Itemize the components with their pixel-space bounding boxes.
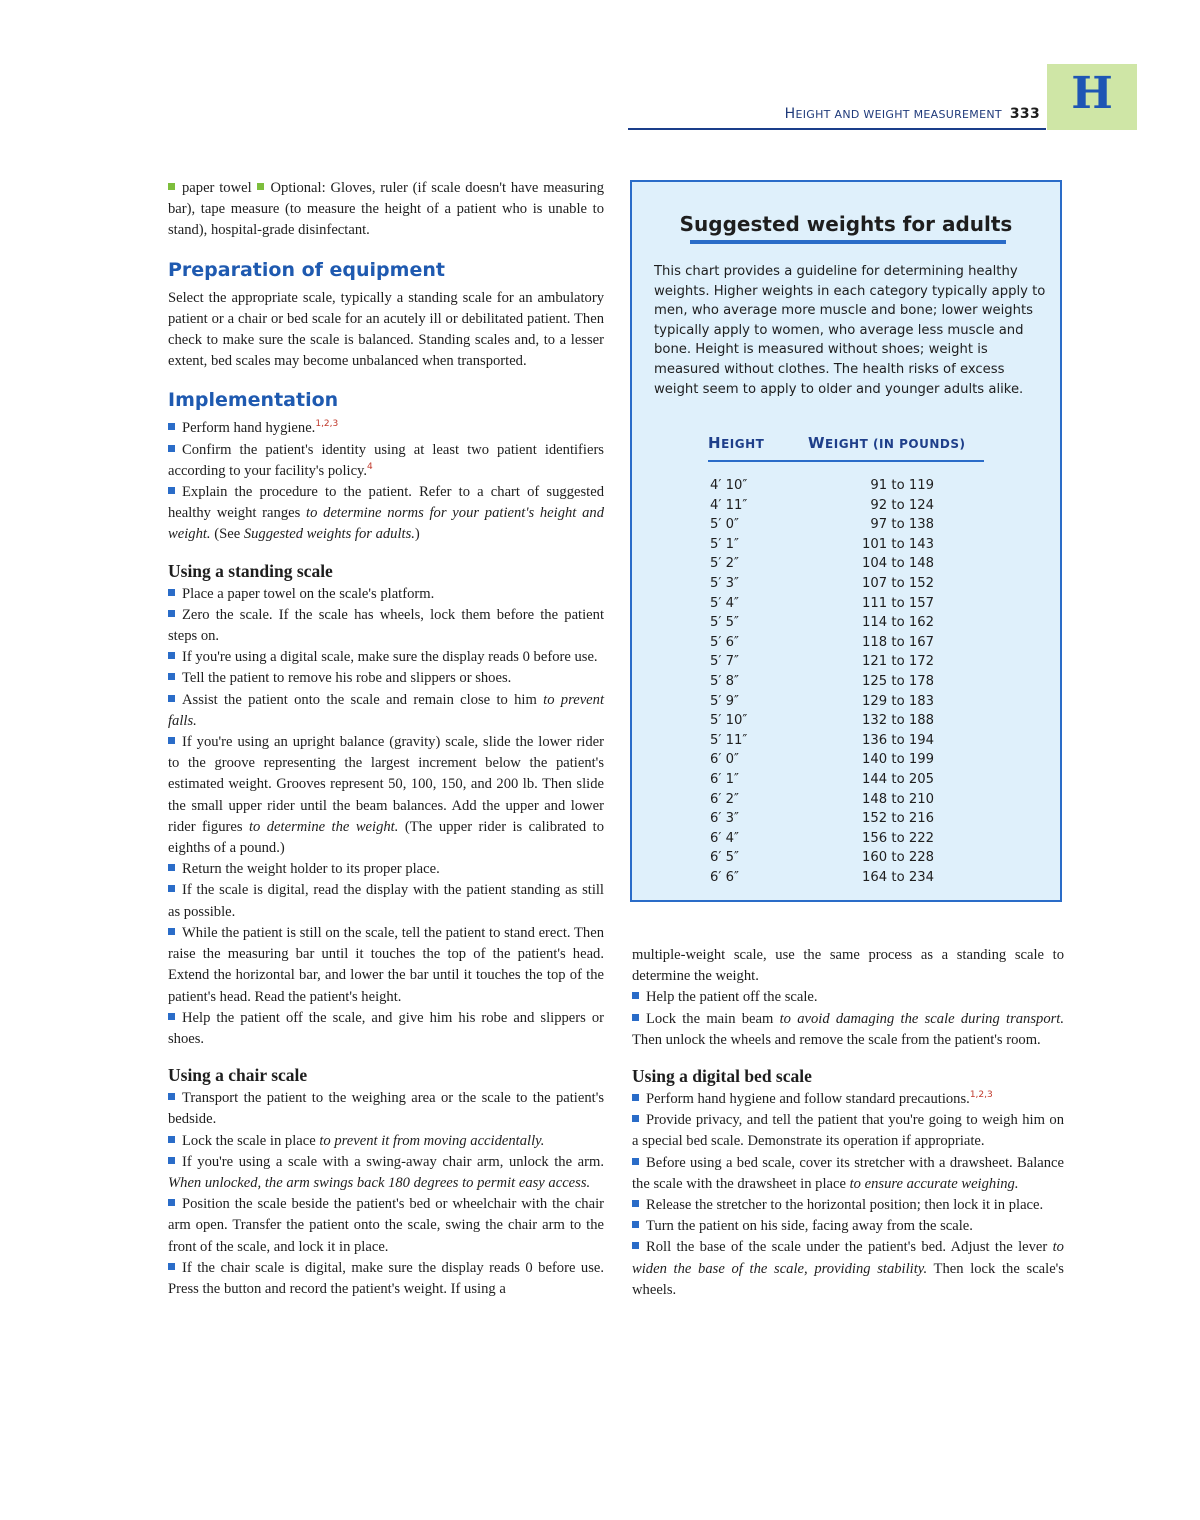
table-row: 5′ 8″ 125 to 178 [710, 673, 934, 689]
table-header [708, 434, 984, 462]
table-row: 6′ 3″ 152 to 216 [710, 811, 934, 827]
list-item: Tell the patient to remove his robe and slippers or shoes. [168, 668, 604, 689]
table-row: 6′ 6″ 164 to 234 [710, 869, 934, 885]
list-item: Roll the base of the scale under the patient's bed. Adjust the lever to widen the base of the scale, providing stability. Then lock the scale's wheels. [632, 1239, 1064, 1298]
table-row: 5′ 9″ 129 to 183 [710, 693, 934, 709]
bullet-icon [168, 928, 175, 935]
list-item: Confirm the patient's identity using at least two patient identifiers according to your facility's policy.$^4$ [168, 441, 604, 479]
bullet-icon [168, 589, 175, 596]
supplies-paragraph: paper towel Optional: Gloves, ruler (if scale doesn't have measuring bar), tape measure (to measure the height of a patient who is unable to stand), hospital-grade disinfectant. [168, 180, 605, 239]
table-row: 4′ 10″ 91 to 119 [710, 478, 934, 493]
box-title-rule [690, 240, 1006, 244]
list-item: Release the stretcher to the horizontal position; then lock it in place. [632, 1195, 1064, 1216]
bullet-icon [168, 1157, 175, 1164]
section-tab [1047, 64, 1137, 130]
table-row: 5′ 7″ 121 to 172 [710, 654, 934, 670]
list-item: Lock the main beam to avoid damaging the scale during transport. Then unlock the wheels and remove the scale from the patient's room. [632, 1010, 1065, 1048]
reference-superscript: 4 [367, 461, 373, 472]
bullet-icon [168, 423, 175, 430]
continuation-text: multiple-weight scale, use the same process as a standing scale to determine the weight. [632, 947, 1064, 985]
suggested-weights-box [630, 180, 1062, 902]
table-row: 5′ 5″ 114 to 162 [710, 615, 934, 631]
bullet-icon [168, 1136, 175, 1143]
list-item: Transport the patient to the weighing area or the scale to the patient's bedside. [168, 1090, 604, 1128]
bullet-icon [168, 1093, 175, 1100]
table-row: 6′ 5″ 160 to 228 [710, 850, 934, 866]
list-item: If the scale is digital, read the display with the patient standing as still as possible. [168, 882, 604, 920]
column-header-height: HEIGHT [708, 434, 765, 452]
list-item: While the patient is still on the scale, tell the patient to stand erect. Then raise the measuring bar until it touches the top of the patient's head. Extend the horizontal bar, and lower the bar until it touches the top of the patient's head. Read the patient's height. [168, 924, 604, 1005]
table-row: 5′ 4″ 111 to 157 [710, 595, 934, 611]
bullet-icon [168, 1013, 175, 1020]
list-item: Assist the patient onto the scale and remain close to him to prevent falls. [168, 691, 605, 729]
column-header-weight: WEIGHT (IN POUNDS) [808, 434, 966, 452]
bullet-icon [632, 1158, 639, 1165]
table-row: 5′ 6″ 118 to 167 [710, 634, 934, 650]
table-row: 5′ 1″ 101 to 143 [710, 536, 934, 552]
running-head [640, 106, 1040, 122]
list-item: Provide privacy, and tell the patient that you're going to weigh him on a special bed scale. Demonstrate its operation if appropriate. [632, 1112, 1064, 1150]
table-row: 6′ 4″ 156 to 222 [710, 830, 934, 846]
running-head-title: EIGHT AND WEIGHT MEASUREMENT [795, 108, 1002, 121]
list-item: If you're using an upright balance (gravity) scale, slide the lower rider to the groove representing the largest increment below the patient's estimated weight. Grooves represent 50, 100, 150, and 200 lb. Then slide the small upper rider until the beam balances. Add the upper and lower rider figures to determine the weight. (The upper rider is calibrated to eighths of a pound.) [168, 734, 604, 857]
section-tab-letter: H [1071, 68, 1113, 119]
list-item: If you're using a scale with a swing-away chair arm, unlock the arm. When unlocked, the arm swings back 180 degrees to permit easy access. [168, 1153, 604, 1191]
standing-scale-heading: Using a standing scale [168, 560, 333, 581]
list-item: Help the patient off the scale, and give him his robe and slippers or shoes. [168, 1009, 604, 1047]
page-number: 333 [1009, 106, 1040, 122]
green-square-bullet-icon [257, 183, 264, 190]
table-row: 6′ 2″ 148 to 210 [710, 791, 934, 807]
list-item: Explain the procedure to the patient. Refer to a chart of suggested healthy weight ranges to determine norms for your patient's height and weight. (See Suggested weights for adults.) [168, 484, 605, 543]
table-row: 5′ 11″ 136 to 194 [710, 732, 934, 748]
list-item: Lock the scale in place to prevent it from moving accidentally. [168, 1131, 604, 1152]
bullet-icon [168, 737, 175, 744]
list-item: Before using a bed scale, cover its stretcher with a drawsheet. Balance the scale with the drawsheet in place to ensure accurate weighing. [632, 1154, 1064, 1192]
bullet-icon [168, 864, 175, 871]
preparation-heading: Preparation of equipment [168, 258, 445, 281]
bullet-icon [632, 1115, 639, 1122]
table-row: 4′ 11″ 92 to 124 [710, 497, 934, 513]
list-item: Perform hand hygiene.$^{1,2,3}$ [168, 418, 604, 439]
list-item: Position the scale beside the patient's bed or wheelchair with the chair arm open. Transfer the patient onto the scale, swing the chair arm to the front of the scale, and lock it in place. [168, 1196, 604, 1255]
cross-reference: Suggested weights for adults. [243, 526, 415, 543]
bullet-icon [168, 445, 175, 452]
bullet-icon [632, 992, 639, 999]
reference-superscript: 1,2,3 [969, 1090, 993, 1101]
bullet-icon [632, 1014, 639, 1021]
bullet-icon [632, 1242, 639, 1249]
list-item: Zero the scale. If the scale has wheels, lock them before the patient steps on. [168, 606, 604, 645]
box-title: Suggested weights for adults [679, 212, 1013, 236]
list-item: Return the weight holder to its proper place. [168, 859, 604, 880]
table-row: 5′ 2″ 104 to 148 [710, 556, 934, 572]
bullet-icon [632, 1200, 639, 1207]
weights-table [708, 434, 984, 887]
table-row: 5′ 3″ 107 to 152 [710, 575, 934, 591]
bed-scale-heading: Using a digital bed scale [632, 1066, 812, 1087]
chair-scale-heading: Using a chair scale [168, 1065, 308, 1086]
table-row: 5′ 0″ 97 to 138 [710, 517, 934, 533]
list-item: Help the patient off the scale. [632, 987, 1064, 1008]
table-row: 6′ 1″ 144 to 205 [710, 771, 934, 787]
list-item: Perform hand hygiene and follow standard precautions.$^{1,2,3}$ [632, 1089, 1064, 1110]
running-head-initial: H [784, 106, 796, 122]
list-item: Turn the patient on his side, facing away from the scale. [632, 1216, 1064, 1237]
table-row: 6′ 0″ 140 to 199 [710, 752, 934, 768]
preparation-text: Select the appropriate scale, typically a standing scale for an ambulatory patient or a chair or bed scale for an acutely ill or debilitated patient. Then check to make sure the scale is balanced. Standing scales and, to a lesser extent, bed scales may become unbalanced when transported. [168, 289, 604, 370]
box-intro: This chart provides a guideline for determining healthy weights. Higher weights in each category typically apply to men, who average more muscle and bone; lower weights typically apply to women, who average less muscle and bone. Height is measured without shoes; weight is measured without clothes. The health risks of excess weight seem to apply to older and younger adults alike. [654, 264, 1046, 397]
list-item: If you're using a digital scale, make sure the display reads 0 before use. [168, 647, 604, 668]
header-rule [628, 128, 1046, 130]
bullet-icon [168, 1199, 175, 1206]
bullet-icon [168, 1263, 175, 1270]
bullet-icon [168, 885, 175, 892]
bullet-icon [168, 695, 175, 702]
bullet-icon [168, 652, 175, 659]
bullet-icon [168, 487, 175, 494]
bullet-icon [168, 673, 175, 680]
list-item: Place a paper towel on the scale's platform. [168, 584, 604, 605]
bullet-icon [632, 1221, 639, 1228]
list-item: If the chair scale is digital, make sure the display reads 0 before use. Press the button and record the patient's weight. If using a [168, 1259, 604, 1297]
table-row: 5′ 10″ 132 to 188 [710, 713, 934, 729]
implementation-heading: Implementation [168, 389, 339, 412]
reference-superscript: 1,2,3 [315, 419, 339, 430]
green-square-bullet-icon [168, 183, 175, 190]
table-body [708, 476, 984, 887]
right-column [632, 945, 1064, 1301]
bullet-icon [168, 610, 175, 617]
bullet-icon [632, 1094, 639, 1101]
left-column [168, 178, 604, 1300]
